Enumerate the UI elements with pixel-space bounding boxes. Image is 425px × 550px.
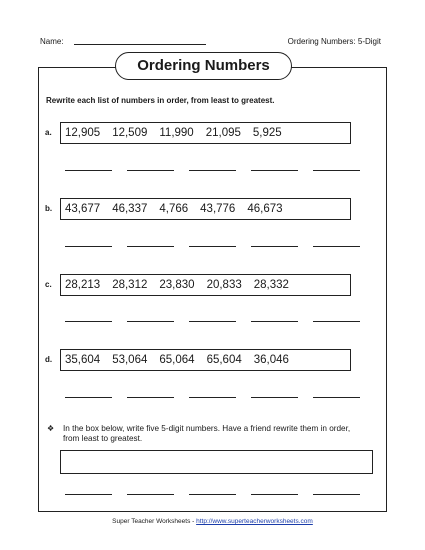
number: 28,312 xyxy=(112,279,148,291)
number: 43,677 xyxy=(65,203,101,215)
number: 20,833 xyxy=(206,279,242,291)
number: 12,905 xyxy=(65,127,101,139)
name-line[interactable] xyxy=(74,44,206,45)
problem-d xyxy=(45,349,375,373)
bonus-writing-box[interactable] xyxy=(60,450,373,474)
number: 11,990 xyxy=(159,127,194,139)
footer-site-name: Super Teacher Worksheets xyxy=(112,518,191,525)
problem-letter: d. xyxy=(45,355,53,364)
answer-line[interactable] xyxy=(313,170,360,171)
number: 65,064 xyxy=(159,354,195,366)
answer-line[interactable] xyxy=(127,246,174,247)
answer-line[interactable] xyxy=(313,321,360,322)
number-list-box xyxy=(60,198,351,220)
footer-separator: - xyxy=(190,518,197,525)
number: 28,213 xyxy=(65,279,101,291)
answer-line[interactable] xyxy=(65,246,112,247)
number-list-box xyxy=(60,274,351,296)
name-label: Name: xyxy=(40,37,64,46)
answer-row-bonus xyxy=(65,494,365,496)
bonus-instructions: In the box below, write five 5-digit numbers. Have a friend rewrite them in order, from least to greatest. xyxy=(63,424,351,443)
worksheet-title: Ordering Numbers: 5-Digit xyxy=(287,37,381,46)
answer-line[interactable] xyxy=(127,397,174,398)
answer-line[interactable] xyxy=(313,494,360,495)
number: 46,337 xyxy=(112,203,148,215)
answer-line[interactable] xyxy=(189,246,236,247)
footer xyxy=(0,518,425,525)
answer-line[interactable] xyxy=(189,494,236,495)
answer-row-c xyxy=(65,321,365,323)
answer-line[interactable] xyxy=(65,397,112,398)
page-title: Ordering Numbers xyxy=(115,52,292,80)
bullet-diamond-icon: ❖ xyxy=(47,424,55,433)
problem-b xyxy=(45,198,375,222)
answer-line[interactable] xyxy=(251,246,298,247)
problem-letter: b. xyxy=(45,204,53,213)
answer-line[interactable] xyxy=(251,397,298,398)
instructions: Rewrite each list of numbers in order, from least to greatest. xyxy=(46,96,275,105)
answer-line[interactable] xyxy=(65,494,112,495)
number: 35,604 xyxy=(65,354,101,366)
number: 12,509 xyxy=(112,127,148,139)
answer-line[interactable] xyxy=(313,397,360,398)
number-list-box xyxy=(60,349,351,371)
answer-line[interactable] xyxy=(313,246,360,247)
answer-line[interactable] xyxy=(127,321,174,322)
number: 46,673 xyxy=(247,203,283,215)
problem-letter: c. xyxy=(45,280,52,289)
answer-line[interactable] xyxy=(251,494,298,495)
number-list-box xyxy=(60,122,351,144)
number: 43,776 xyxy=(200,203,236,215)
answer-line[interactable] xyxy=(127,170,174,171)
answer-line[interactable] xyxy=(189,397,236,398)
number: 23,830 xyxy=(159,279,195,291)
number: 5,925 xyxy=(252,127,282,139)
answer-row-d xyxy=(65,397,365,399)
answer-line[interactable] xyxy=(189,321,236,322)
answer-line[interactable] xyxy=(189,170,236,171)
problem-a xyxy=(45,122,375,146)
number: 65,604 xyxy=(206,354,242,366)
number: 28,332 xyxy=(253,279,289,291)
answer-row-b xyxy=(65,246,365,248)
answer-line[interactable] xyxy=(251,170,298,171)
answer-line[interactable] xyxy=(65,170,112,171)
number: 53,064 xyxy=(112,354,148,366)
answer-row-a xyxy=(65,170,365,172)
number: 21,095 xyxy=(205,127,241,139)
problem-letter: a. xyxy=(45,128,52,137)
answer-line[interactable] xyxy=(251,321,298,322)
answer-line[interactable] xyxy=(127,494,174,495)
number: 36,046 xyxy=(253,354,289,366)
problem-c xyxy=(45,274,375,298)
number: 4,766 xyxy=(159,203,189,215)
footer-link[interactable]: http://www.superteacherworksheets.com xyxy=(196,518,313,525)
answer-line[interactable] xyxy=(65,321,112,322)
